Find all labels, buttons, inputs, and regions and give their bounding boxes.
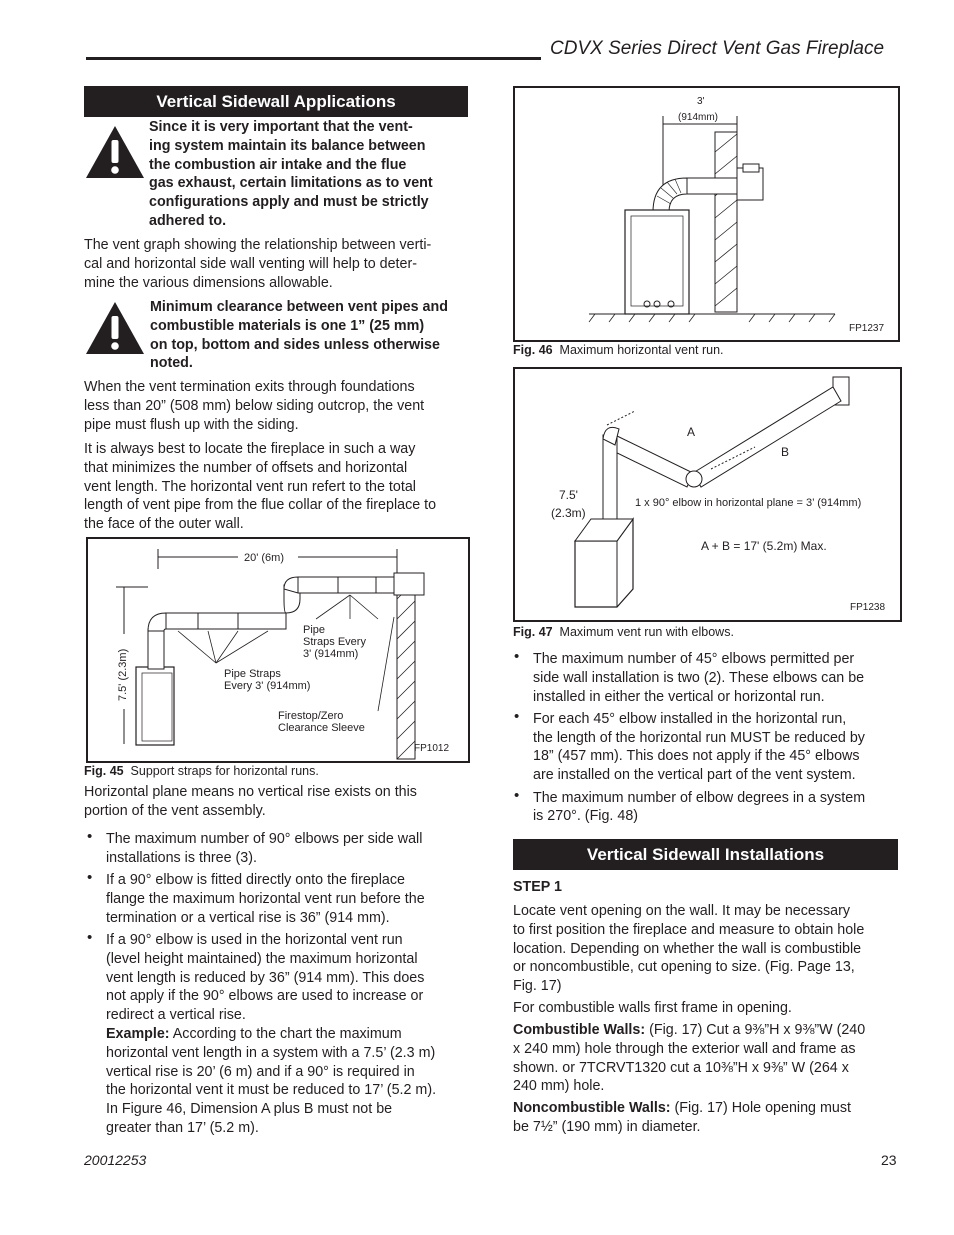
- para-location: It is always best to locate the fireplace in such a way that minimizes the number of offsets and horizontal vent length. The horizontal vent run refert to the total length of vent pipe from the flue collar of the fireplace to the face of the outer wall.: [84, 441, 437, 533]
- header-title: CDVX Series Direct Vent Gas Fireplace: [550, 38, 885, 59]
- warning-icon: [84, 300, 146, 356]
- list-item: • The maximum number of 45° elbows permitted per side wall installation is two (2). These elbows can be installed in either the vertical or horizontal run.: [511, 650, 906, 706]
- list-item: • The maximum number of 90° elbows per side wall installations is three (3).: [84, 830, 474, 868]
- figure-47-drawing: [515, 369, 900, 620]
- step-label: STEP 1: [513, 879, 563, 895]
- fig45-straps-right-2: Straps Every: [303, 636, 366, 648]
- fig45-straps-right-3: 3' (914mm): [303, 648, 359, 660]
- para-frame: For combustible walls first frame in opening.: [513, 1000, 792, 1016]
- para-foundations: When the vent termination exits through foundations less than 20” (508 mm) below siding outcrop, the vent pipe must flush up with the siding.: [84, 379, 425, 433]
- fig47-dim-vertical: 7.5': [559, 488, 578, 502]
- figure-46: [513, 86, 900, 342]
- para-noncombustible: Noncombustible Walls: (Fig. 17) Hole opening must be 7½” (190 mm) in diameter.: [513, 1100, 851, 1135]
- figure-46-drawing: [515, 88, 898, 340]
- warning-icon: [84, 124, 146, 180]
- fig45-firestop-1: Firestop/Zero: [278, 710, 344, 722]
- fig45-dim-horizontal: 20' (6m): [244, 552, 284, 564]
- list-item: • If a 90° elbow is fitted directly onto the fireplace flange the maximum horizontal vent run before the termination or a vertical rise is 36” (914 mm).: [84, 871, 474, 927]
- fig47-label-a: A: [687, 425, 696, 439]
- fig47-label-b: B: [781, 445, 790, 459]
- list-item: • If a 90° elbow is used in the horizontal vent run (level height maintained) the maximum horizontal vent length is reduced by 36” (914 mm). This does not apply if the 90° elbows are used to increase or redirect a vertical rise. Example: According to the chart the maximum horizontal vent length in a system with a 7.5’ (2.3 m) vertical rise is 20’ (6 m) and if a 90° is required in the horizontal vent it must be reduced to 17’ (5.2 m). In Figure 46, Dimension A plus B must not be greater than 17’ (5.2 m).: [84, 931, 474, 1138]
- fig47-code: FP1238: [850, 602, 886, 613]
- fig46-caption: Fig. 46 Maximum horizontal vent run.: [513, 343, 724, 357]
- fig45-firestop-2: Clearance Sleeve: [278, 722, 365, 734]
- para-step1: Locate vent opening on the wall. It may be necessary to first position the fireplace and measure to obtain hole location. Depending on whether the wall is combustible or noncombustible, cut opening to size. (Fig. Page 13, Fig. 17): [513, 903, 865, 995]
- fig47-dim-vertical-metric: (2.3m): [551, 506, 586, 520]
- list-item: • For each 45° elbow installed in the horizontal run, the length of the horizontal run MUST be reduced by 18” (457 mm). This does not apply if the 45° elbows are installed on the vertical part of the vent system.: [511, 710, 906, 785]
- para-vent-graph: The vent graph showing the relationship between verti- cal and horizontal side wall venting will help to deter- mine the various dimensions allowable.: [84, 237, 432, 291]
- para-horizontal-plane: Horizontal plane means no vertical rise exists on this portion of the vent assembly.: [84, 784, 417, 819]
- warning-2: Minimum clearance between vent pipes and combustible materials is one 1” (25 mm) on top, bottom and sides unless otherwise noted.: [150, 299, 448, 372]
- fig45-straps-left-2: Every 3' (914mm): [224, 680, 311, 692]
- section-title-installations: Vertical Sidewall Installations: [513, 839, 898, 870]
- list-item: • The maximum number of elbow degrees in a system is 270°. (Fig. 48): [511, 789, 906, 827]
- fig47-caption: Fig. 47 Maximum vent run with elbows.: [513, 625, 734, 639]
- section-title-applications: Vertical Sidewall Applications: [84, 86, 468, 117]
- fig45-code: FP1012: [414, 743, 450, 754]
- page-number: 23: [881, 1152, 897, 1168]
- figure-45: [86, 537, 470, 763]
- header-rule: [86, 57, 541, 60]
- fig46-code: FP1237: [849, 323, 885, 334]
- right-bullet-list: [511, 650, 906, 830]
- fig46-dim-top: 3': [697, 96, 705, 107]
- fig45-caption: Fig. 45 Support straps for horizontal runs.: [84, 764, 319, 778]
- warning-1: Since it is very important that the vent- ing system maintain its balance between the combustion air intake and the flue gas exhaust, certain limitations as to vent configurations apply and must be strictly adhered to.: [149, 119, 433, 229]
- fig47-formula: A + B = 17' (5.2m) Max.: [701, 539, 827, 553]
- fig46-dim-top-metric: (914mm): [678, 112, 719, 123]
- left-bullet-list: [84, 830, 474, 1141]
- fig47-elbow-note: 1 x 90° elbow in horizontal plane = 3’ (914mm): [635, 497, 862, 509]
- para-combustible: Combustible Walls: (Fig. 17) Cut a 9⅜”H x 9⅜”W (240 x 240 mm) hole through the exterior wall and frame as shown. or 7TCRVT1320 cut a 10⅜”H x 9⅜” W (264 x 240 mm) hole.: [513, 1022, 866, 1095]
- doc-number: 20012253: [84, 1152, 147, 1168]
- example-label: Example:: [106, 1025, 170, 1042]
- fig45-straps-right-1: Pipe: [303, 624, 326, 636]
- fig45-straps-left-1: Pipe Straps: [224, 668, 281, 680]
- fig45-dim-vertical: 7.5' (2.3m): [117, 648, 129, 701]
- figure-45-drawing: [88, 539, 468, 761]
- figure-47: [513, 367, 902, 622]
